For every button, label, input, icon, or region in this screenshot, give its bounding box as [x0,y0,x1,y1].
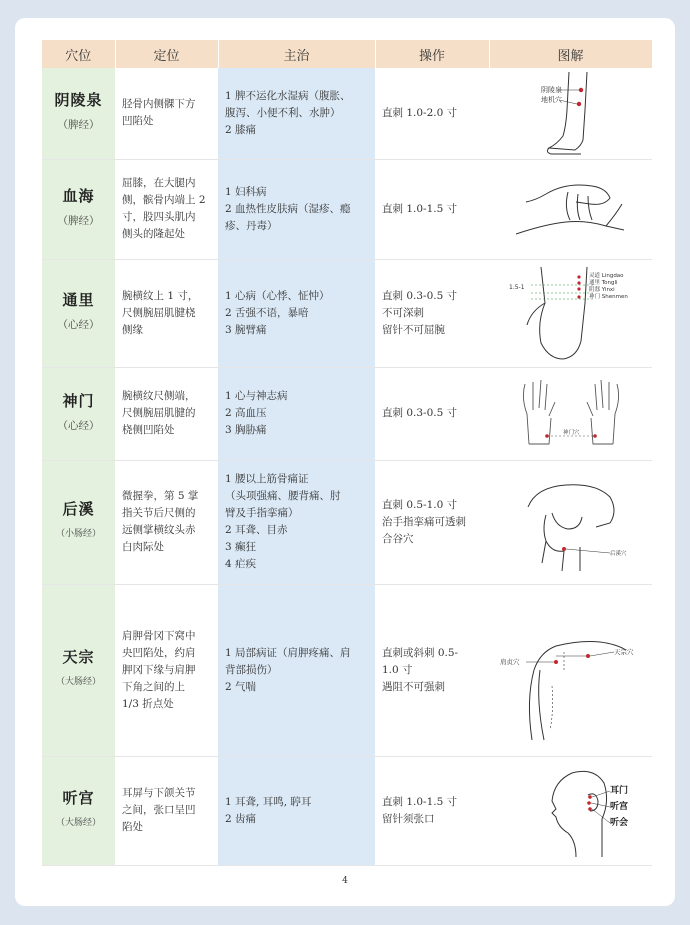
illus-label: 1.5-1 [508,284,525,291]
illustration-cell [489,259,652,367]
illustration-cell [489,756,652,865]
text-line: 之间，张口呈凹 [122,804,196,816]
operation-cell [375,259,489,367]
text-line: 直刺 0.5-1.0 寸 [382,498,458,511]
point-name-cell [42,68,115,159]
text-line: 桡侧凹陷处 [122,424,175,436]
location-cell [115,756,218,865]
text-line: 2 气喘 [225,680,257,693]
text-line: 直刺 1.0-2.0 寸 [382,106,458,119]
knee-hand-illustration [506,164,636,254]
table-row [42,68,652,159]
text-line: 胛冈下缘与肩胛 [122,663,196,676]
table-row [42,756,652,865]
point-name-cell [42,756,115,865]
text-line: 尺侧腕屈肌腱桡 [122,306,196,319]
point-name-cell [42,159,115,259]
text-line: 腕横纹上 1 寸， [122,289,199,302]
text-line: 肩胛骨冈下窝中 [122,629,196,642]
operation-cell [375,159,489,259]
point-name: 听宫 [62,788,95,807]
text-line: 疹、丹毒） [225,219,278,232]
text-line: 指关节后尺侧的 [122,507,196,519]
text-line: 微握拳，第 5 掌 [122,490,199,502]
location-cell [115,584,218,756]
text-line: 直刺 1.0-1.5 寸 [382,202,458,215]
text-line: 留针须张口 [382,812,435,825]
text-line: 留针不可屈腕 [382,323,445,336]
meridian: （小肠经） [55,529,101,539]
text-line: 直刺 0.3-0.5 寸 [382,407,458,419]
header-illustration: 图解 [489,40,652,68]
indications-cell [218,584,375,756]
table-header-row [42,40,652,68]
text-line: 侧头的隆起处 [122,228,185,240]
point-name: 血海 [62,187,95,205]
table-row [42,159,652,259]
text-line: （头项强痛、腰背痛、肘 [225,490,341,502]
text-line: 1 心病（心悸、怔忡） [225,289,330,302]
illus-label: 阴陵泉 [540,86,562,95]
location-cell [115,68,218,159]
text-line: 1 耳聋, 耳鸣, 聤耳 [225,795,312,808]
meridian: （大肠经） [55,677,101,687]
text-line: 白肉际处 [122,541,164,553]
table-row [42,367,652,460]
illus-label: 灵道 Lingdao [588,273,624,279]
illus-label: 天宗穴 [613,648,633,656]
point-name: 通里 [62,291,95,309]
header-location: 定位 [115,40,218,68]
illus-label: 后溪穴 [609,551,627,557]
text-line: 2 膝痛 [225,123,257,136]
illus-label: 地机穴 [540,96,562,105]
meridian: （心经） [57,319,100,331]
text-line: 耳屏与下颌关节 [122,787,196,799]
text-line: 2 耳聋、目赤 [225,524,288,536]
point-name: 阴陵泉 [54,91,103,110]
text-line: 3 胸胁痛 [225,424,267,436]
operation-cell [375,460,489,584]
text-line: 2 血热性皮肤病（湿疹、瘾 [225,202,351,215]
text-line: 腹泻、小便不利、水肿） [225,106,341,119]
meridian: （脾经） [57,215,100,227]
illus-label: 神门穴 [562,429,580,436]
meridian: （大肠经） [55,817,101,828]
text-line: 4 疟疾 [225,558,257,570]
text-line: 2 舌强不语，暴喑 [225,306,309,319]
text-line: 3 癫狂 [225,541,257,553]
fist-illustration [506,467,636,577]
acupoint-table [42,40,653,866]
indications-cell [218,460,375,584]
header-indications: 主治 [218,40,375,68]
leg-illustration [511,70,631,156]
text-line: 直刺或斜刺 0.5- [382,646,459,659]
indications-cell [218,259,375,367]
text-line: 背部损伤） [225,663,278,676]
text-line: 2 高血压 [225,407,267,419]
text-line: 遇阻不可强刺 [382,680,445,693]
text-line: 2 齿痛 [225,812,257,825]
text-line: 直刺 1.0-1.5 寸 [382,795,458,808]
illus-label: 神门 Shenmen [588,294,628,300]
header-point: 穴位 [42,40,115,68]
text-line: 腕横纹尺侧端， [122,390,196,402]
text-line: 臂及手指挛痛） [225,507,299,519]
point-name-cell [42,460,115,584]
location-cell [115,460,218,584]
text-line: 1 心与神志病 [225,390,288,402]
page-number: 4 [342,876,348,886]
illustration-cell [489,460,652,584]
text-line: 治手指挛痛可透刺 [382,515,466,528]
text-line: 凹陷处 [122,115,154,128]
wrist-illustration [501,263,641,363]
text-line: 侧缘 [122,323,143,336]
text-line: 1 妇科病 [225,185,267,198]
illus-label: 阴郄 Yinxi [588,287,615,293]
point-name: 神门 [62,391,95,410]
point-name-cell [42,367,115,460]
meridian: （心经） [57,419,100,432]
illus-label: 听会 [609,817,628,828]
meridian: （脾经） [57,119,100,132]
point-name-cell [42,584,115,756]
text-line: 尺侧腕屈肌腱的 [122,407,196,419]
text-line: 1/3 折点处 [122,697,174,710]
header-operation: 操作 [375,40,489,68]
text-line: 陷处 [122,821,143,833]
text-line: 1 局部病证（肩胛疼痛、肩 [225,646,351,659]
operation-cell [375,584,489,756]
text-line: 屈膝，在大腿内 [122,177,196,189]
text-line: 1 腰以上筋骨痛证 [225,473,309,485]
table-row [42,259,652,367]
indications-cell [218,756,375,865]
head-illustration [506,761,636,861]
location-cell [115,367,218,460]
operation-cell [375,367,489,460]
indications-cell [218,68,375,159]
indications-cell [218,159,375,259]
operation-cell [375,756,489,865]
text-line: 侧，髌骨内端上 2 [122,194,206,206]
text-line: 3 腕臂痛 [225,323,267,336]
illustration-cell [489,584,652,756]
table-row [42,460,652,584]
text-line: 1 脾不运化水湿病（腹胀、 [225,89,351,102]
text-line: 远侧掌横纹头赤 [122,524,196,536]
illus-label: 听宫 [609,801,628,812]
palms-illustration [511,374,631,454]
illustration-cell [489,159,652,259]
text-line: 下角之间的上 [122,680,185,693]
table-row [42,584,652,756]
illus-label: 通里 Tongli [588,280,618,286]
text-line: 不可深刺 [382,306,424,319]
text-line: 直刺 0.3-0.5 寸 [382,289,458,302]
text-line: 央凹陷处，约肩 [122,646,196,659]
text-line: 1.0 寸 [382,663,413,676]
text-line: 寸，股四头肌内 [122,211,196,223]
location-cell [115,259,218,367]
shoulder-illustration [496,590,646,750]
illus-label: 耳门 [609,785,628,796]
point-name: 天宗 [62,648,95,666]
illustration-cell [489,367,652,460]
illus-label: 肩贞穴 [499,658,519,666]
indications-cell [218,367,375,460]
location-cell [115,159,218,259]
text-line: 胫骨内侧髁下方 [122,98,196,111]
text-line: 合谷穴 [382,532,414,545]
point-name: 后溪 [62,500,95,518]
operation-cell [375,68,489,159]
illustration-cell [489,68,652,159]
point-name-cell [42,259,115,367]
